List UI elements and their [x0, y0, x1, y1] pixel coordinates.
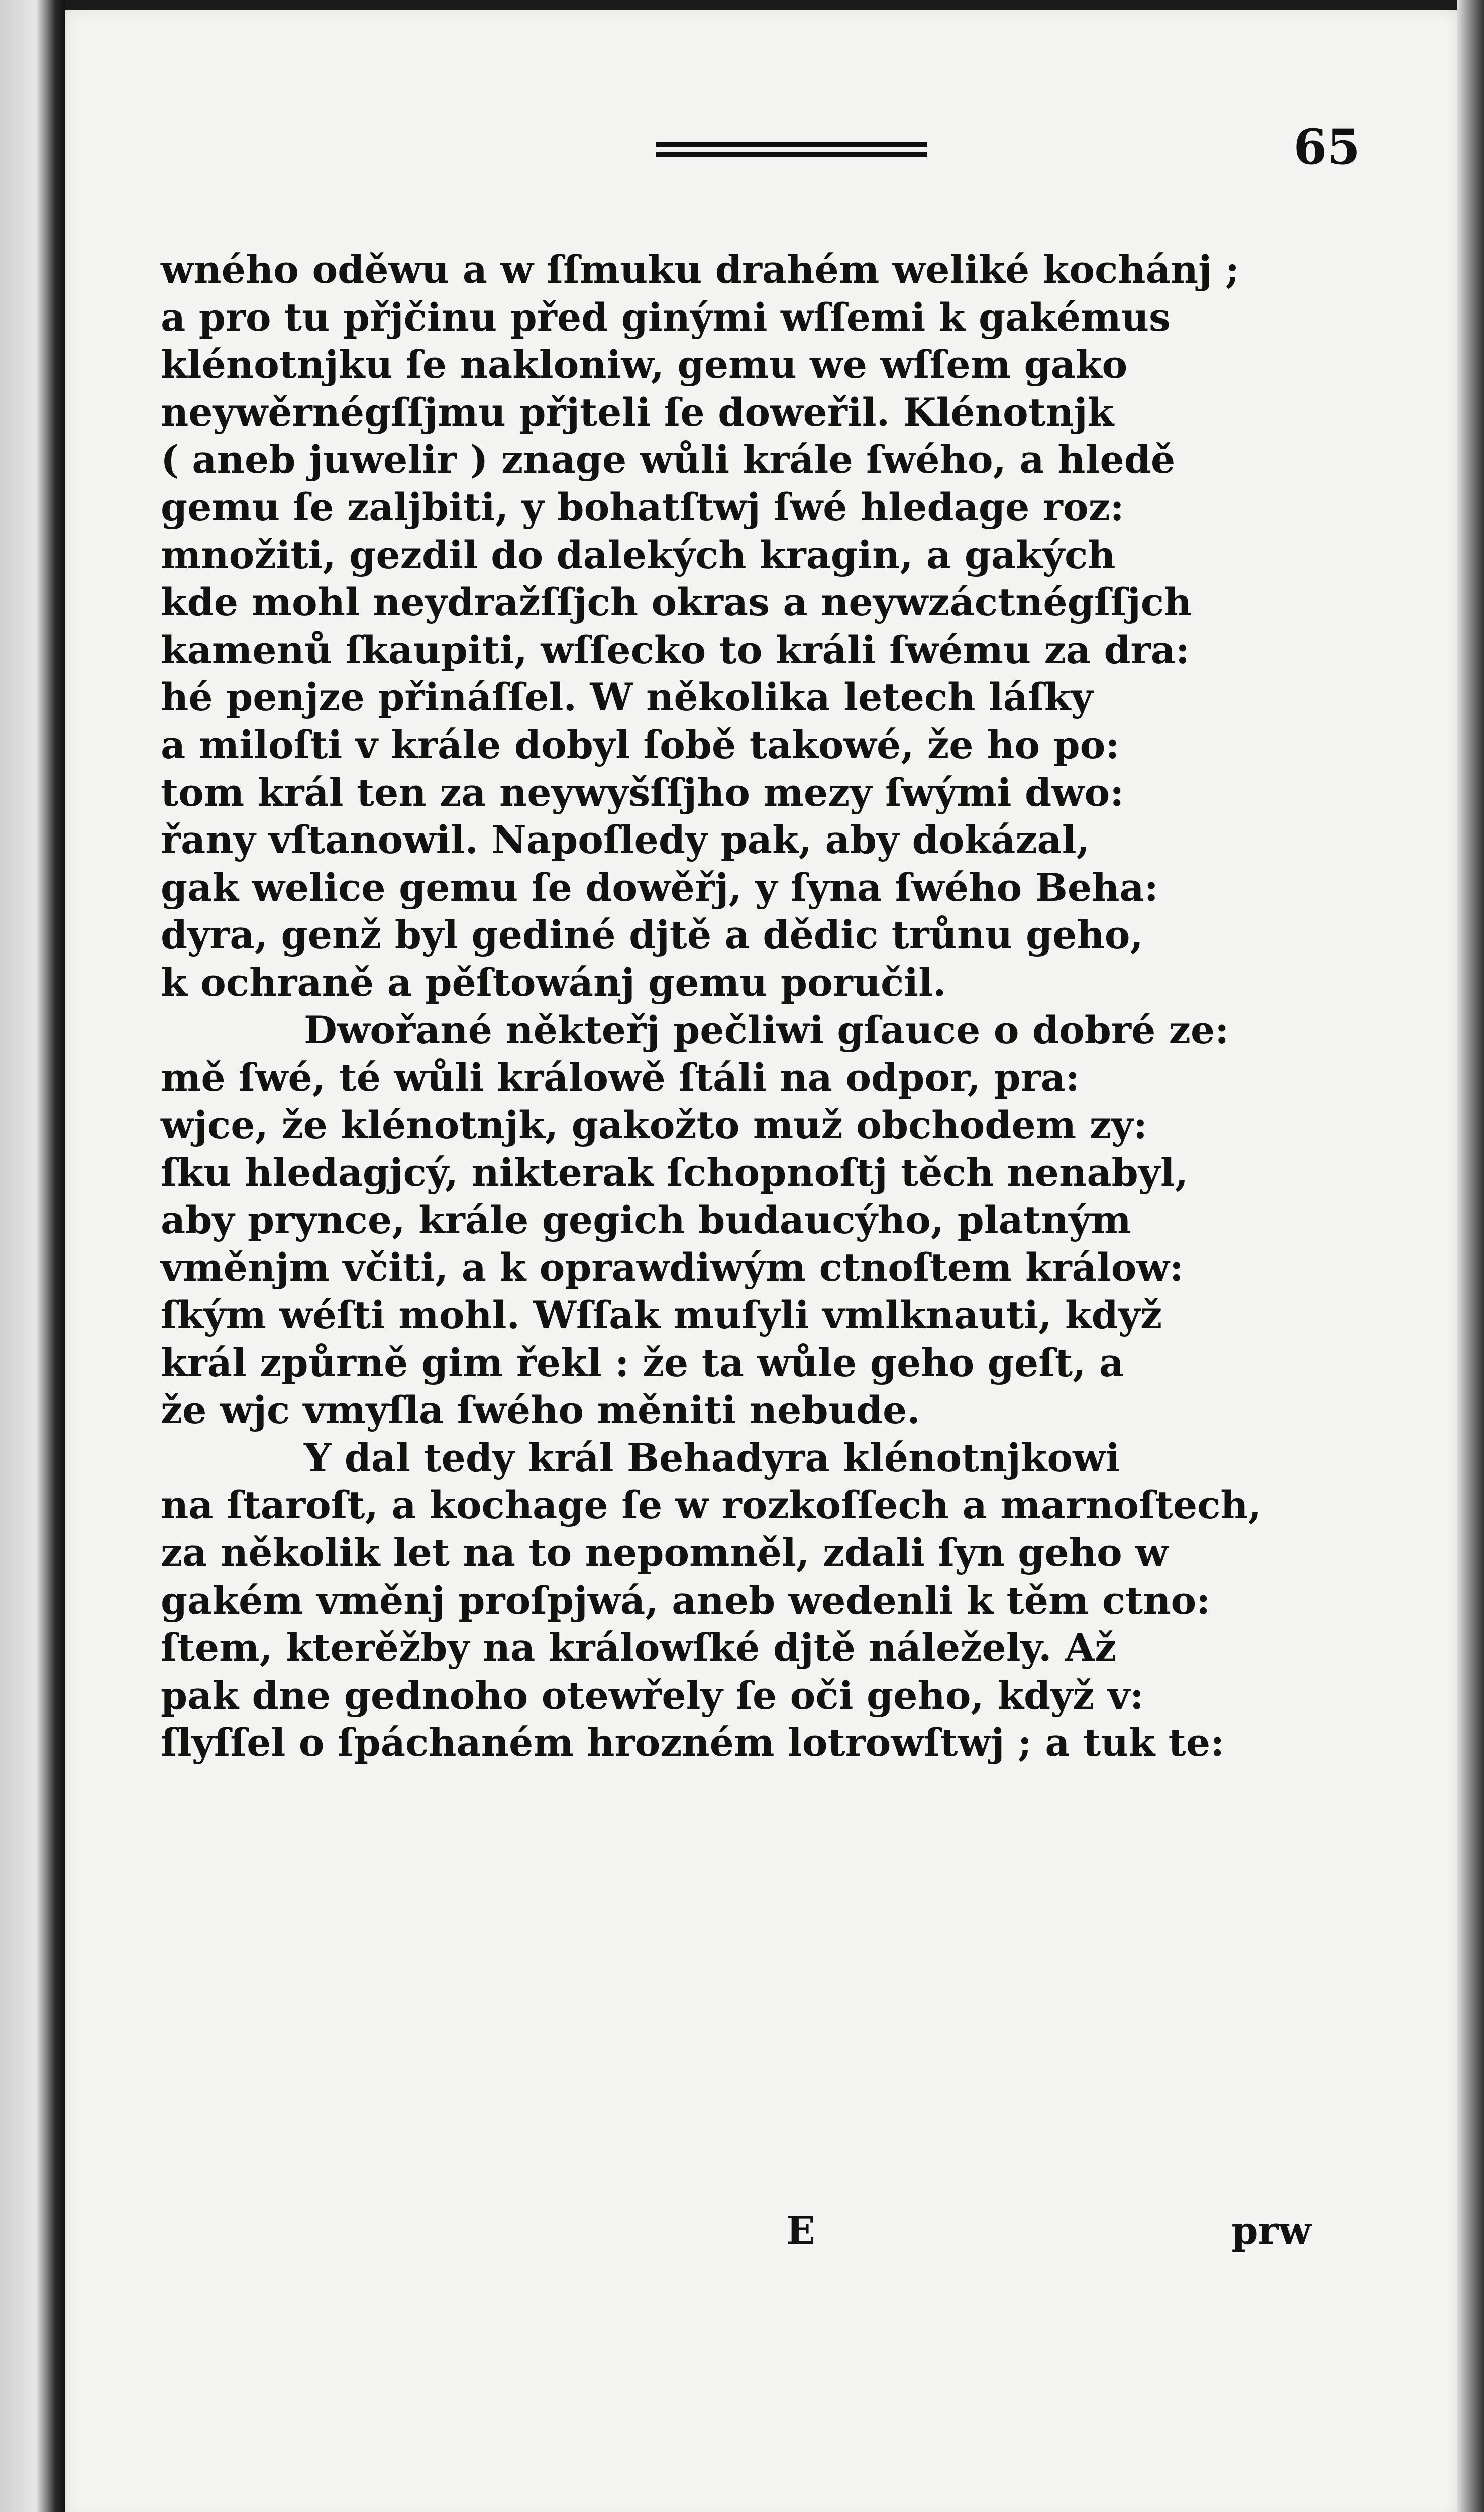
- text-line: ſku hledagjcý, nikterak ſchopnoſtj těch nenabyl,: [161, 1150, 1189, 1195]
- text-line: řany vſtanowil. Napoſledy pak, aby dokázal,: [161, 817, 1090, 863]
- paragraph-start-line: Dwořané někteřj pečliwi gſauce o dobré ze:: [304, 1007, 1229, 1053]
- text-line: kamenů ſkaupiti, wſſecko to králi ſwému za dra:: [161, 627, 1190, 672]
- text-line: hé penjze přináſſel. W několika letech láſky: [161, 675, 1093, 720]
- text-line: wjce, že klénotnjk, gakožto muž obchodem zy:: [161, 1102, 1147, 1147]
- body-text: [161, 246, 1311, 1767]
- book-gutter-left: [0, 0, 65, 2512]
- text-line: ( aneb juwelir ) znage wůli krále ſwého, a hledě: [161, 437, 1176, 482]
- text-line: aby prynce, krále gegich budaucýho, platným: [161, 1197, 1131, 1242]
- text-line: gemu ſe zaljbiti, y bohatſtwj ſwé hledage roz:: [161, 484, 1124, 530]
- book-page: [65, 10, 1457, 2512]
- page-number: 65: [1293, 119, 1360, 175]
- text-line: že wjc vmyſla ſwého měniti nebude.: [161, 1388, 920, 1433]
- signature-mark: E: [786, 2208, 815, 2253]
- text-line: množiti, gezdil do dalekých kragin, a gakých: [161, 532, 1116, 577]
- text-line: neywěrnégſſjmu přjteli ſe doweřil. Klénotnjk: [161, 389, 1114, 435]
- text-line: dyra, genž byl gediné djtě a dědic trůnu geho,: [161, 912, 1143, 958]
- footer-row: [161, 2208, 1311, 2258]
- text-line: a pro tu přjčinu před ginými wſſemi k gakémus: [161, 294, 1171, 340]
- text-line: král způrně gim řekl : že ta wůle geho geſt, a: [161, 1340, 1124, 1385]
- text-line: na ſtaroſt, a kochage ſe w rozkoſſech a marnoſtech,: [161, 1483, 1262, 1528]
- paragraph-start-line: Y dal tedy král Behadyra klénotnjkowi: [304, 1435, 1120, 1480]
- text-line: tom král ten za neywyšſſjho mezy ſwými dwo:: [161, 770, 1124, 815]
- text-line: za několik let na to nepomněl, zdali ſyn geho w: [161, 1530, 1169, 1576]
- text-line: vměnjm včiti, a k oprawdiwým ctnoſtem králow:: [161, 1245, 1184, 1290]
- text-line: gak welice gemu ſe dowěřj, y ſyna ſwého Beha:: [161, 865, 1158, 910]
- text-line: ſlyſſel o ſpáchaném hrozném lotrowſtwj ; a tuk te:: [161, 1720, 1225, 1765]
- text-line: klénotnjku ſe nakloniw, gemu we wſſem gako: [161, 342, 1128, 387]
- text-line: wného oděwu a w ſſmuku drahém weliké kochánj ;: [161, 247, 1240, 292]
- text-line: ſkým wéſti mohl. Wſſak muſyli vmlknauti, když: [161, 1293, 1162, 1338]
- text-line: mě ſwé, té wůli králowě ſtáli na odpor, pra:: [161, 1055, 1080, 1100]
- text-line: pak dne gednoho otewřely ſe oči geho, když v:: [161, 1672, 1144, 1718]
- text-line: gakém vměnj proſpjwá, aneb wedenli k těm ctno:: [161, 1578, 1211, 1623]
- text-line: k ochraně a pěſtowánj gemu poručil.: [161, 960, 946, 1005]
- header-rule: [656, 142, 927, 162]
- book-edge-right: [1457, 0, 1484, 2512]
- text-line: a miloſti v krále dobyl ſobě takowé, že ho po:: [161, 722, 1120, 767]
- text-line: ſtem, kterěžby na králowſké djtě náležely. Až: [161, 1625, 1117, 1670]
- text-line: kde mohl neydražſſjch okras a neywzáctnégſſjch: [161, 580, 1192, 625]
- catchword: prw: [1231, 2208, 1311, 2253]
